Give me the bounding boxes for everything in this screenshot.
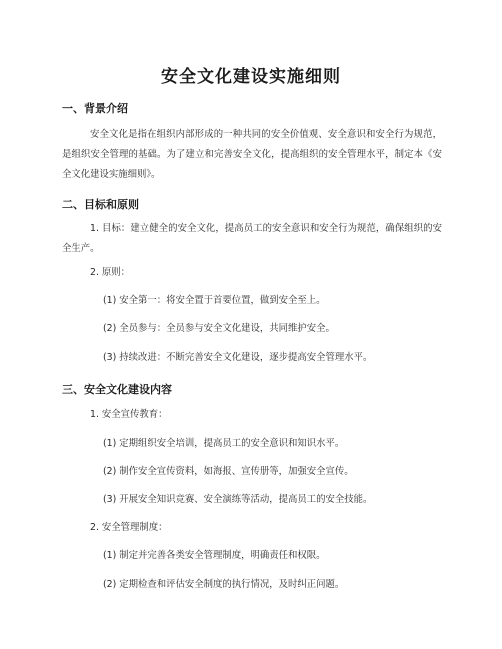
principle-item: 2. 原则： bbox=[90, 267, 131, 278]
section-heading-content: 三、安全文化建设内容 bbox=[62, 383, 172, 396]
content-subitem: (2) 制作安全宣传资料，如海报、宣传册等，加强安全宣传。 bbox=[103, 466, 354, 477]
goal-item: 1. 目标：建立健全的安全文化，提高员工的安全意识和安全行为规范，确保组织的安全生产。 bbox=[62, 223, 442, 254]
content-subitem: (1) 定期组织安全培训，提高员工的安全意识和知识水平。 bbox=[103, 438, 345, 449]
content-subitem: (2) 定期检查和评估安全制度的执行情况，及时纠正问题。 bbox=[103, 579, 345, 590]
section-heading-goals: 二、目标和原则 bbox=[62, 198, 139, 211]
content-item: 1. 安全宣传教育： bbox=[90, 409, 168, 420]
content-subitem: (1) 制定并完善各类安全管理制度，明确责任和权限。 bbox=[103, 550, 326, 561]
document-title: 安全文化建设实施细则 bbox=[161, 67, 341, 87]
section-heading-background: 一、背景介绍 bbox=[62, 102, 128, 115]
principle-subitem: (2) 全员参与：全员参与安全文化建设，共同维护安全。 bbox=[103, 323, 335, 334]
background-paragraph: 安全文化是指在组织内部形成的一种共同的安全价值观、安全意识和安全行为规范，是组织安全管理的基础。为了建立和完善安全文化，提高组织的安全管理水平，制定本《安全文化建设实施细则》。 bbox=[62, 129, 442, 180]
principle-subitem: (1) 安全第一：将安全置于首要位置，做到安全至上。 bbox=[103, 295, 326, 306]
principle-subitem: (3) 持续改进：不断完善安全文化建设，逐步提高安全管理水平。 bbox=[103, 352, 373, 363]
content-subitem: (3) 开展安全知识竞赛、安全演练等活动，提高员工的安全技能。 bbox=[103, 494, 373, 505]
content-item: 2. 安全管理制度： bbox=[90, 522, 168, 533]
